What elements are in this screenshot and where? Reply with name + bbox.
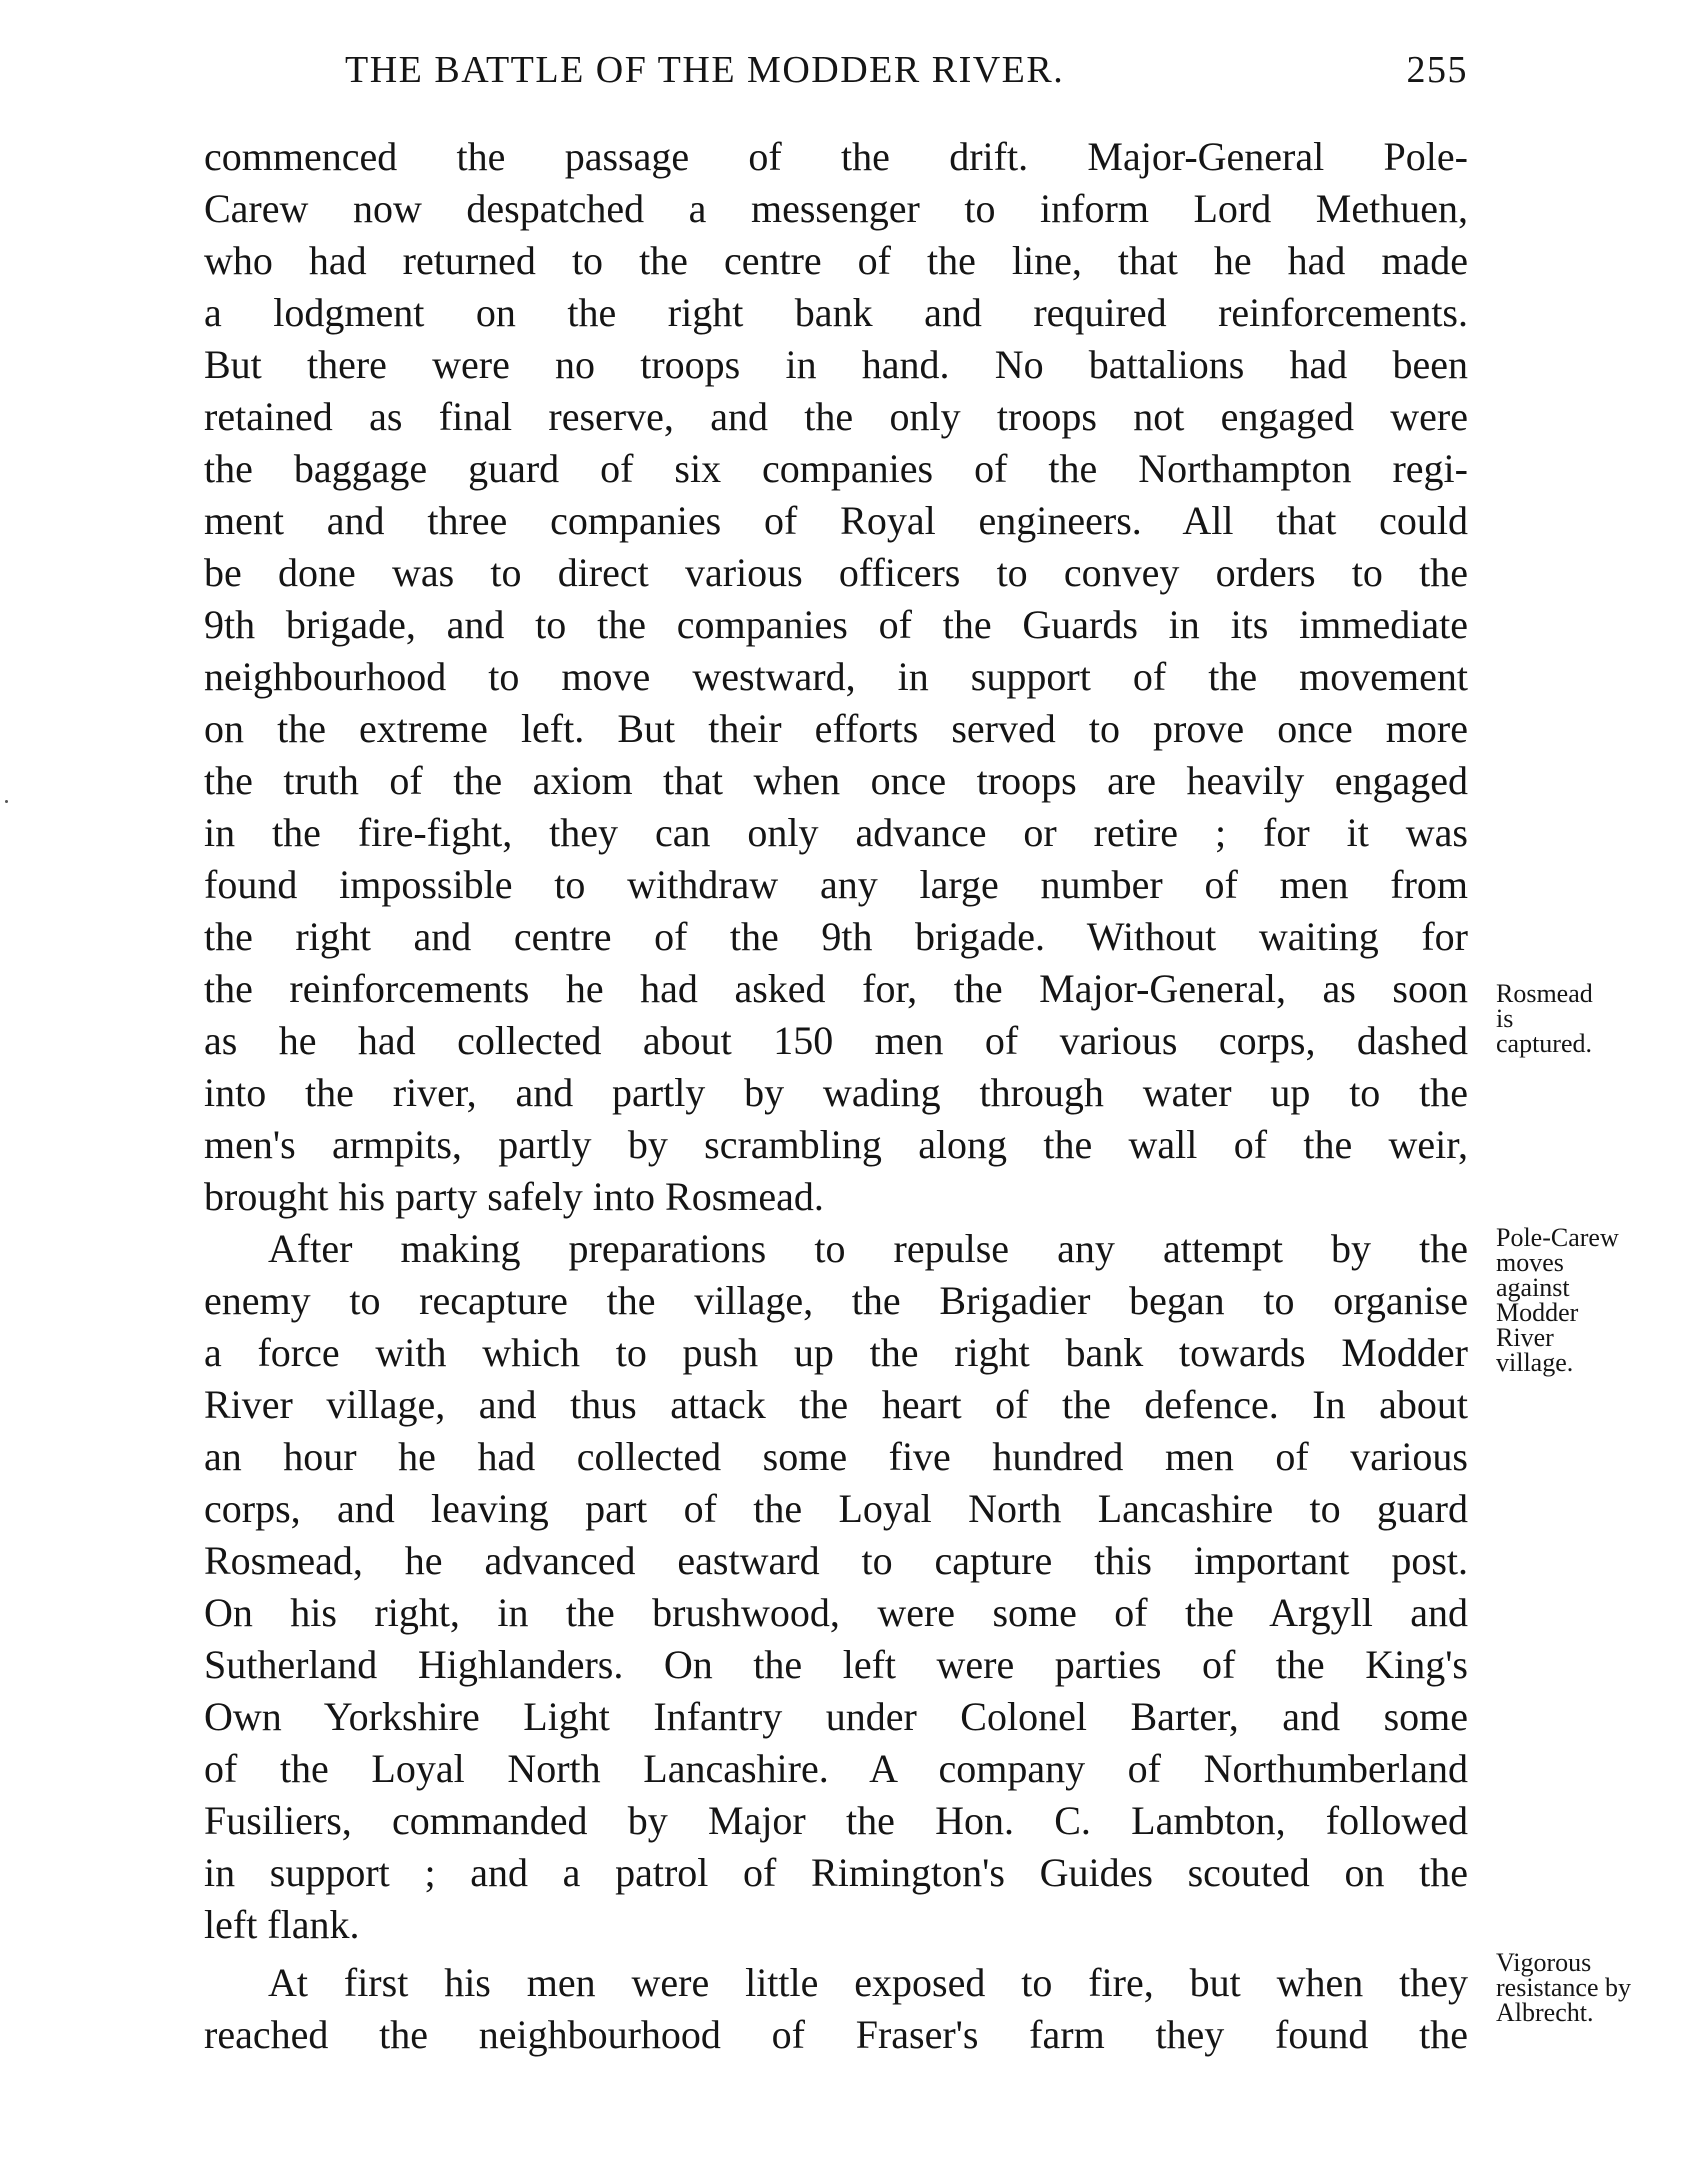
text-line: enemy to recapture the village, the Brigadier began to organise bbox=[204, 1278, 1468, 1323]
margin-note-line: moves bbox=[1496, 1248, 1564, 1277]
text-line: left flank. bbox=[204, 1902, 360, 1947]
text-line: as he had collected about 150 men of various corps, dashed bbox=[204, 1018, 1468, 1063]
margin-note-line: village. bbox=[1496, 1348, 1574, 1377]
text-line: commenced the passage of the drift. Major-General Pole- bbox=[204, 134, 1468, 179]
text-line: the truth of the axiom that when once troops are heavily engaged bbox=[204, 758, 1468, 803]
text-line: found impossible to withdraw any large number of men from bbox=[204, 862, 1468, 907]
text-line: Rosmead, he advanced eastward to capture this important post. bbox=[204, 1538, 1468, 1583]
margin-note-line: Pole-Carew bbox=[1496, 1223, 1619, 1252]
text-line: who had returned to the centre of the line, that he had made bbox=[204, 238, 1468, 283]
page-number: 255 bbox=[1406, 49, 1468, 91]
text-line: But there were no troops in hand. No battalions had been bbox=[204, 342, 1468, 387]
text-line: the right and centre of the 9th brigade. Without waiting for bbox=[204, 914, 1468, 959]
text-line: River village, and thus attack the heart of the defence. In about bbox=[204, 1382, 1468, 1427]
margin-note-line: Rosmead bbox=[1496, 979, 1593, 1008]
text-line: a lodgment on the right bank and required reinforcements. bbox=[204, 290, 1468, 335]
margin-note-line: is bbox=[1496, 1004, 1514, 1033]
text-line: on the extreme left. But their efforts served to prove once more bbox=[204, 706, 1468, 751]
text-line: a force with which to push up the right bank towards Modder bbox=[204, 1330, 1468, 1375]
text-line: into the river, and partly by wading through water up to the bbox=[204, 1070, 1468, 1115]
text-line: Fusiliers, commanded by Major the Hon. C. Lambton, followed bbox=[204, 1798, 1468, 1843]
text-line: 9th brigade, and to the companies of the Guards in its immediate bbox=[204, 602, 1468, 647]
text-line: Sutherland Highlanders. On the left were parties of the King's bbox=[204, 1642, 1468, 1687]
margin-note-rosmead bbox=[1496, 981, 1593, 1056]
text-line: the baggage guard of six companies of the Northampton regi- bbox=[204, 446, 1468, 491]
text-line: reached the neighbourhood of Fraser's farm they found the bbox=[204, 2012, 1468, 2057]
margin-note-pole-carew bbox=[1496, 1225, 1619, 1375]
margin-note-line: Modder bbox=[1496, 1298, 1579, 1327]
margin-note-line: resistance by bbox=[1496, 1973, 1632, 2002]
text-line: brought his party safely into Rosmead. bbox=[204, 1174, 824, 1219]
margin-note-line: captured. bbox=[1496, 1029, 1593, 1058]
text-line: Carew now despatched a messenger to inform Lord Methuen, bbox=[204, 186, 1468, 231]
scan-speck bbox=[5, 800, 8, 803]
text-line: neighbourhood to move westward, in support of the movement bbox=[204, 654, 1468, 699]
body-text bbox=[204, 131, 1468, 2061]
margin-note-vigorous-resistance bbox=[1496, 1950, 1631, 2025]
text-line: corps, and leaving part of the Loyal North Lancashire to guard bbox=[204, 1486, 1468, 1531]
running-title: THE BATTLE OF THE MODDER RIVER. bbox=[345, 49, 1065, 91]
margin-note-line: Vigorous bbox=[1496, 1948, 1592, 1977]
margin-note-line: Albrecht. bbox=[1496, 1998, 1594, 2027]
running-header bbox=[200, 48, 1468, 108]
text-line: At first his men were little exposed to fire, but when they bbox=[268, 1960, 1468, 2005]
text-line: Own Yorkshire Light Infantry under Colonel Barter, and some bbox=[204, 1694, 1468, 1739]
paragraph-1 bbox=[204, 131, 1468, 1223]
text-line: retained as final reserve, and the only troops not engaged were bbox=[204, 394, 1468, 439]
text-line: the reinforcements he had asked for, the Major-General, as soon bbox=[204, 966, 1468, 1011]
paragraph-3 bbox=[204, 1957, 1468, 2061]
text-line: in the fire-fight, they can only advance or retire ; for it was bbox=[204, 810, 1468, 855]
text-line: of the Loyal North Lancashire. A company of Northumberland bbox=[204, 1746, 1468, 1791]
text-line: an hour he had collected some five hundred men of various bbox=[204, 1434, 1468, 1479]
margin-note-line: River bbox=[1496, 1323, 1554, 1352]
text-line: in support ; and a patrol of Rimington's Guides scouted on the bbox=[204, 1850, 1468, 1895]
text-line: ment and three companies of Royal engineers. All that could bbox=[204, 498, 1468, 543]
margin-note-line: against bbox=[1496, 1273, 1570, 1302]
text-line: be done was to direct various officers to convey orders to the bbox=[204, 550, 1468, 595]
paragraph-2 bbox=[204, 1223, 1468, 1951]
text-line: men's armpits, partly by scrambling along the wall of the weir, bbox=[204, 1122, 1468, 1167]
text-line: On his right, in the brushwood, were some of the Argyll and bbox=[204, 1590, 1468, 1635]
text-line: After making preparations to repulse any attempt by the bbox=[268, 1226, 1468, 1271]
